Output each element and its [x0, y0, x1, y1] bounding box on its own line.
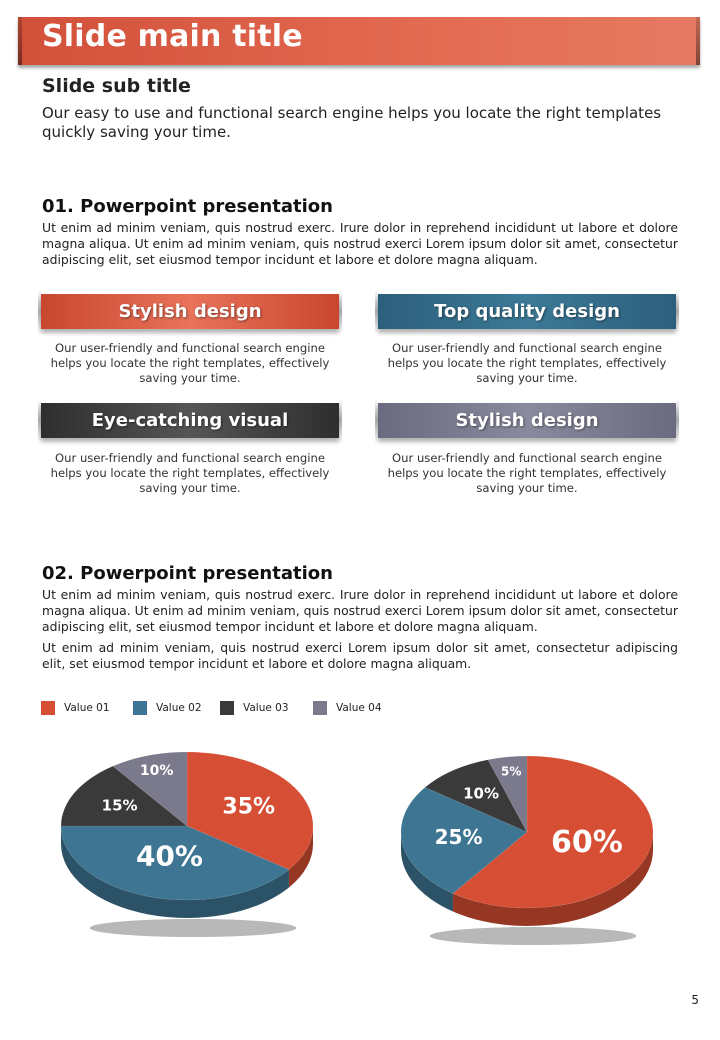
legend-item-3	[220, 701, 289, 715]
pie-label-4: 5%	[501, 764, 522, 779]
pie-shadow	[430, 927, 637, 945]
feature-title-3: Eye-catching visual	[91, 410, 289, 431]
section-2-heading: 02. Powerpoint presentation	[42, 563, 333, 584]
page-title: Slide main title	[42, 19, 303, 54]
feature-desc-1: Our user-friendly and functional search engine helps you locate the right templates, effectively saving your time.	[50, 341, 330, 385]
pie-chart-1	[50, 730, 330, 980]
legend-label-1: Value 01	[64, 702, 110, 714]
feature-ribbon-4	[378, 403, 676, 438]
pie-chart-2	[390, 730, 670, 980]
legend-swatch-2	[133, 701, 147, 715]
pie-label-4: 10%	[139, 763, 174, 780]
pie-shadow	[90, 919, 297, 937]
pie-label-3: 10%	[463, 784, 500, 803]
pie-label-2: 25%	[434, 825, 483, 850]
pie-label-1: 60%	[551, 825, 623, 861]
pie-label-3: 15%	[101, 796, 138, 815]
legend-label-2: Value 02	[156, 702, 202, 714]
feature-ribbon-3	[41, 403, 339, 438]
legend-label-3: Value 03	[243, 702, 289, 714]
page-subtitle: Slide sub title	[42, 75, 191, 97]
section-1-heading: 01. Powerpoint presentation	[42, 196, 333, 217]
feature-title-4: Stylish design	[455, 410, 599, 431]
feature-title-2: Top quality design	[434, 301, 620, 322]
feature-ribbon-2	[378, 294, 676, 329]
feature-desc-2: Our user-friendly and functional search engine helps you locate the right templates, effectively saving your time.	[387, 341, 667, 385]
intro-text: Our easy to use and functional search engine helps you locate the right templates quickly saving your time.	[42, 104, 662, 141]
legend-swatch-4	[313, 701, 327, 715]
legend-swatch-1	[41, 701, 55, 715]
feature-desc-4: Our user-friendly and functional search engine helps you locate the right templates, effectively saving your time.	[387, 451, 667, 495]
pie-label-2: 40%	[135, 839, 203, 873]
legend-swatch-3	[220, 701, 234, 715]
legend-label-4: Value 04	[336, 702, 382, 714]
section-2-body-1: Ut enim ad minim veniam, quis nostrud exerc. Irure dolor in reprehend incididunt ut labore et dolore magna aliqua. Ut enim ad minim veniam, quis nostrud exerci Lorem ipsum dolor sit amet, consectetur adipiscing elit, set eiusmod tempor incidunt et labore et dolore magna aliquam.	[42, 587, 678, 634]
legend-item-4	[313, 701, 382, 715]
section-1-body: Ut enim ad minim veniam, quis nostrud exerc. Irure dolor in reprehend incididunt ut labore et dolore magna aliqua. Ut enim ad minim veniam, quis nostrud exerci Lorem ipsum dolor sit amet, consectetur adipiscing elit, set eiusmod tempor incidunt et labore et dolore magna aliquam.	[42, 220, 678, 267]
feature-ribbon-1	[41, 294, 339, 329]
legend-item-1	[41, 701, 110, 715]
page-number: 5	[691, 993, 699, 1007]
section-2-body-2: Ut enim ad minim veniam, quis nostrud exerci Lorem ipsum dolor sit amet, consectetur adipiscing elit, set eiusmod tempor incidunt et labore et dolore magna aliquam.	[42, 640, 678, 671]
legend-item-2	[133, 701, 202, 715]
feature-desc-3: Our user-friendly and functional search engine helps you locate the right templates, effectively saving your time.	[50, 451, 330, 495]
feature-title-1: Stylish design	[118, 301, 262, 322]
pie-label-1: 35%	[222, 794, 276, 820]
